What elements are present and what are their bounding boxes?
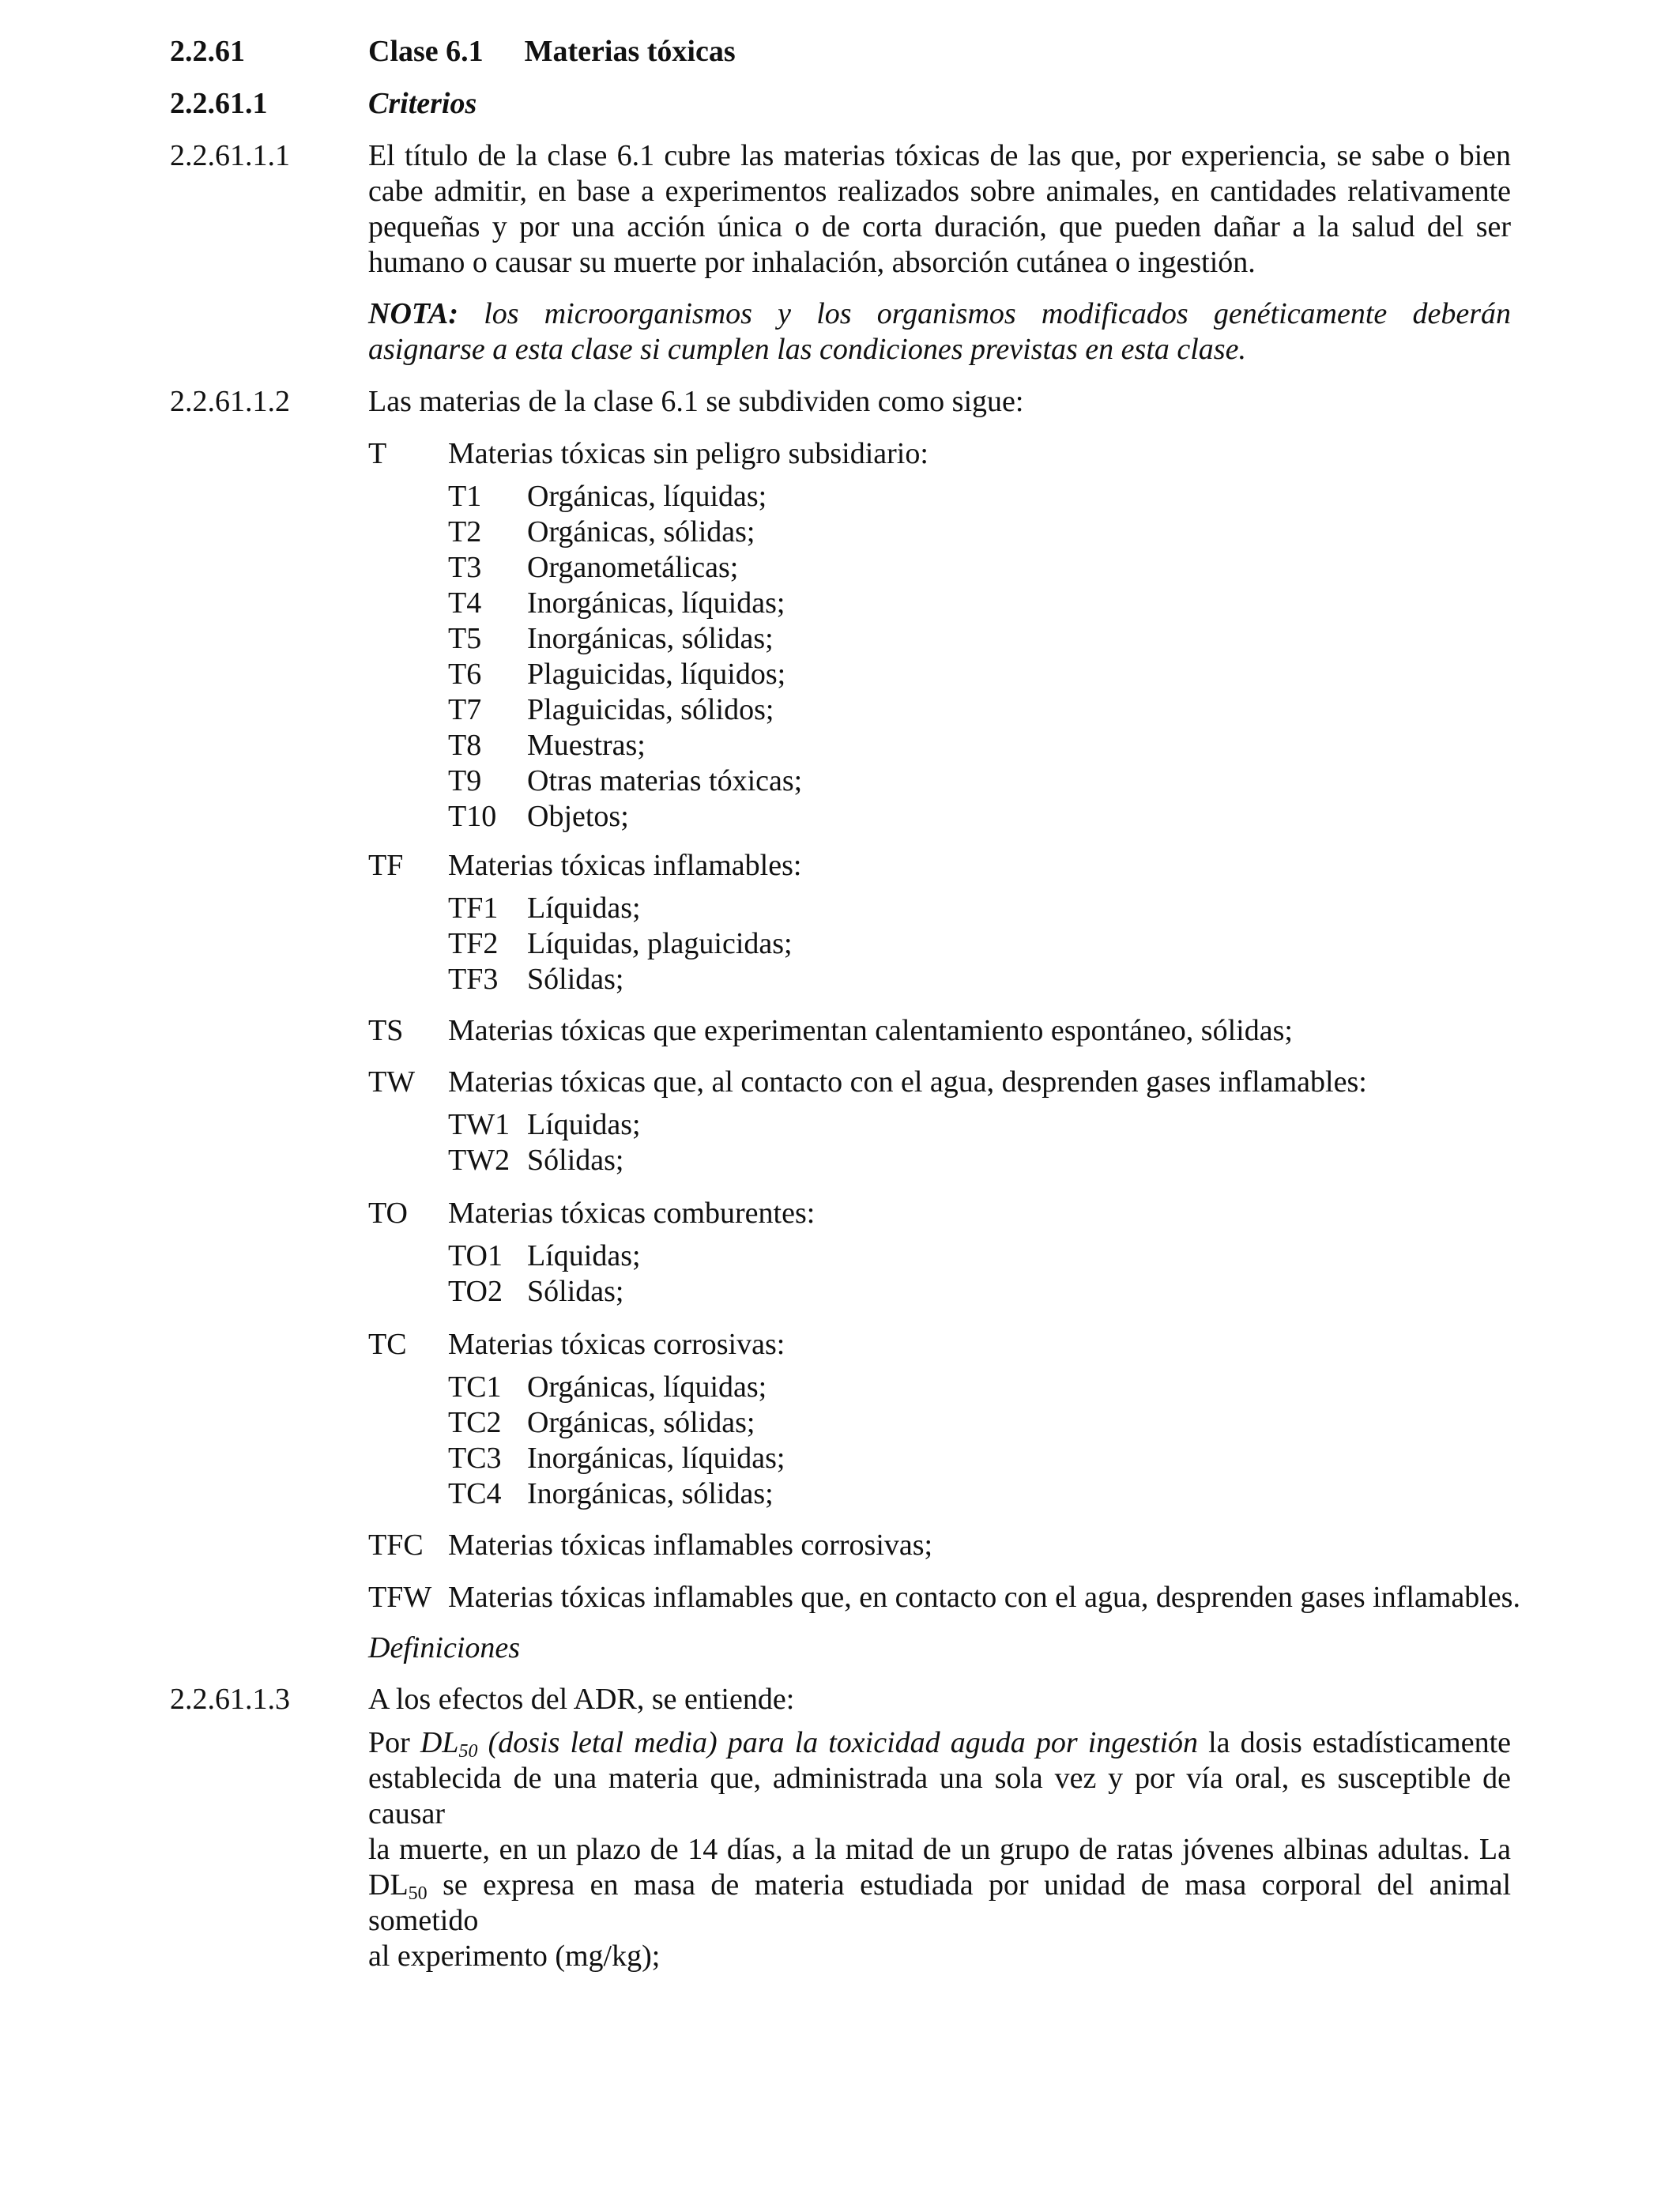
subclass-label: Líquidas; <box>527 892 641 925</box>
subclass-code: TC3 <box>448 1442 502 1475</box>
subclass-label: Plaguicidas, sólidos; <box>527 693 774 726</box>
para-1-line: humano o causar su muerte por inhalación, absorción cutánea o ingestión. <box>368 246 1256 279</box>
subclass-code: T1 <box>448 480 482 513</box>
subclass-label: Plaguicidas, líquidos; <box>527 658 786 691</box>
subclass-row <box>448 962 1475 997</box>
subclass-row <box>448 1238 1475 1274</box>
class-name-tfc: Materias tóxicas inflamables corrosivas; <box>448 1529 933 1562</box>
subclass-code: TF1 <box>448 892 499 925</box>
subclass-label: Líquidas; <box>527 1108 641 1141</box>
class-code-tc: TC <box>368 1328 407 1361</box>
subclass-label: Sólidas; <box>527 963 624 996</box>
subclass-label: Inorgánicas, líquidas; <box>527 1442 785 1475</box>
definition-line: establecida de una materia que, administrada una sola vez y por vía oral, es susceptible de causar <box>368 1762 1511 1830</box>
class-name-tw: Materias tóxicas que, al contacto con el agua, desprenden gases inflamables: <box>448 1065 1367 1099</box>
subclass-row <box>448 1107 1475 1143</box>
definition-line <box>368 1725 1511 1761</box>
section-title-text: Materias tóxicas <box>524 35 736 68</box>
subclass-row <box>448 479 1475 515</box>
subclass-code: TC4 <box>448 1477 502 1510</box>
subclass-list-t <box>448 479 1475 835</box>
subclass-code: TF2 <box>448 927 499 960</box>
subclass-row <box>448 692 1475 728</box>
subclass-code: T10 <box>448 800 497 833</box>
note-line: asignarse a esta clase si cumplen las condiciones previstas en esta clase. <box>368 333 1246 366</box>
subclass-label: Organometálicas; <box>527 551 739 584</box>
subclass-code: T5 <box>448 622 482 655</box>
criteria-title: Criterios <box>368 87 477 120</box>
subclass-row <box>448 1274 1475 1310</box>
class-name-tfw: Materias tóxicas inflamables que, en contacto con el agua, desprenden gases inflamables. <box>448 1581 1520 1614</box>
subclass-label: Inorgánicas, líquidas; <box>527 586 785 620</box>
subclass-label: Orgánicas, líquidas; <box>527 1370 767 1404</box>
class-name-to: Materias tóxicas comburentes: <box>448 1197 816 1230</box>
subclass-code: TC2 <box>448 1406 502 1439</box>
note-block <box>368 296 1511 368</box>
note-line <box>368 296 1511 332</box>
class-name-tc: Materias tóxicas corrosivas: <box>448 1328 785 1361</box>
subclass-label: Líquidas; <box>527 1239 641 1272</box>
subclass-code: T7 <box>448 693 482 726</box>
class-code-tw: TW <box>368 1065 416 1099</box>
class-code-tfw: TFW <box>368 1581 432 1614</box>
subclass-row <box>448 657 1475 692</box>
subclass-label: Inorgánicas, sólidas; <box>527 622 774 655</box>
section-class-label: Clase 6.1 <box>368 35 484 68</box>
subclass-code: T4 <box>448 586 482 620</box>
subclass-label: Muestras; <box>527 729 646 762</box>
para-3-text: A los efectos del ADR, se entiende: <box>368 1683 795 1716</box>
subclass-row <box>448 1143 1475 1178</box>
subclass-row <box>448 1476 1475 1512</box>
class-code-to: TO <box>368 1197 408 1230</box>
definition-rest: la dosis estadísticamente <box>1208 1726 1511 1759</box>
subclass-code: T8 <box>448 729 482 762</box>
term-description: (dosis letal media) para la toxicidad aguda por ingestión <box>488 1726 1199 1759</box>
para-1-line: cabe admitir, en base a experimentos realizados sobre animales, en cantidades relativamente <box>368 175 1511 208</box>
subclass-code: TW1 <box>448 1108 510 1141</box>
subclass-row <box>448 926 1475 962</box>
class-name-tf: Materias tóxicas inflamables: <box>448 849 802 882</box>
para-1-line: pequeñas y por una acción única o de corta duración, que pueden dañar a la salud del ser <box>368 210 1511 243</box>
subclass-list-tc <box>448 1370 1475 1512</box>
subclass-row <box>448 1441 1475 1476</box>
subclass-row <box>448 621 1475 657</box>
subclass-code: TO1 <box>448 1239 503 1272</box>
subclass-code: T6 <box>448 658 482 691</box>
subclass-row <box>448 515 1475 550</box>
criteria-number: 2.2.61.1 <box>170 87 268 120</box>
class-name-ts: Materias tóxicas que experimentan calentamiento espontáneo, sólidas; <box>448 1014 1293 1047</box>
definition-text: se expresa en masa de materia estudiada por unidad de masa corporal del animal sometido <box>368 1868 1512 1937</box>
para-2-number: 2.2.61.1.2 <box>170 385 290 418</box>
subclass-list-tw <box>448 1107 1475 1178</box>
section-title <box>368 34 1511 70</box>
subclass-label: Líquidas, plaguicidas; <box>527 927 793 960</box>
term-dl: DL <box>420 1726 459 1759</box>
class-code-tfc: TFC <box>368 1529 424 1562</box>
subclass-code: TW2 <box>448 1144 510 1177</box>
subclass-label: Objetos; <box>527 800 629 833</box>
subclass-list-to <box>448 1238 1475 1310</box>
dl-subscript: 50 <box>408 1883 428 1904</box>
para-2-text: Las materias de la clase 6.1 se subdividen como sigue: <box>368 385 1024 418</box>
subclass-row <box>448 763 1475 799</box>
subclass-code: TF3 <box>448 963 499 996</box>
subclass-row <box>448 799 1475 835</box>
subclass-label: Orgánicas, sólidas; <box>527 515 755 548</box>
para-1-number: 2.2.61.1.1 <box>170 139 290 172</box>
subclass-row <box>448 586 1475 621</box>
subclass-code: T2 <box>448 515 482 548</box>
subclass-label: Sólidas; <box>527 1144 624 1177</box>
definition-line <box>368 1868 1511 1939</box>
subclass-row <box>448 891 1475 926</box>
para-1-line: El título de la clase 6.1 cubre las materias tóxicas de las que, por experiencia, se sabe o bien <box>368 139 1511 172</box>
definition-lead: Por <box>368 1726 410 1759</box>
subclass-code: T3 <box>448 551 482 584</box>
subclass-code: TC1 <box>448 1370 502 1404</box>
subclass-row <box>448 728 1475 763</box>
subclass-row <box>448 1370 1475 1405</box>
para-1-text <box>368 138 1511 281</box>
subclass-code: TO2 <box>448 1275 503 1308</box>
para-3-number: 2.2.61.1.3 <box>170 1683 290 1716</box>
subclass-label: Sólidas; <box>527 1275 624 1308</box>
dl-abbrev: DL <box>368 1868 409 1902</box>
subclass-label: Inorgánicas, sólidas; <box>527 1477 774 1510</box>
subclass-label: Otras materias tóxicas; <box>527 764 803 797</box>
definition-line: al experimento (mg/kg); <box>368 1940 661 1973</box>
class-code-tf: TF <box>368 849 404 882</box>
class-code-ts: TS <box>368 1014 404 1047</box>
term-subscript: 50 <box>458 1741 478 1762</box>
subclass-row <box>448 1405 1475 1441</box>
subclass-code: T9 <box>448 764 482 797</box>
note-text: los microorganismos y los organismos modificados genéticamente deberán <box>484 297 1512 330</box>
section-number: 2.2.61 <box>170 35 245 68</box>
subclass-list-tf <box>448 891 1475 997</box>
definition-ld50 <box>368 1725 1511 1974</box>
definitions-heading: Definiciones <box>368 1631 521 1664</box>
subclass-label: Orgánicas, líquidas; <box>527 480 767 513</box>
class-code-t: T <box>368 437 387 470</box>
subclass-row <box>448 550 1475 586</box>
definition-term <box>420 1726 1199 1762</box>
note-label: NOTA: <box>368 297 458 330</box>
subclass-label: Orgánicas, sólidas; <box>527 1406 755 1439</box>
definition-line: la muerte, en un plazo de 14 días, a la mitad de un grupo de ratas jóvenes albinas adultas. La <box>368 1833 1511 1866</box>
class-name-t: Materias tóxicas sin peligro subsidiario: <box>448 437 929 470</box>
